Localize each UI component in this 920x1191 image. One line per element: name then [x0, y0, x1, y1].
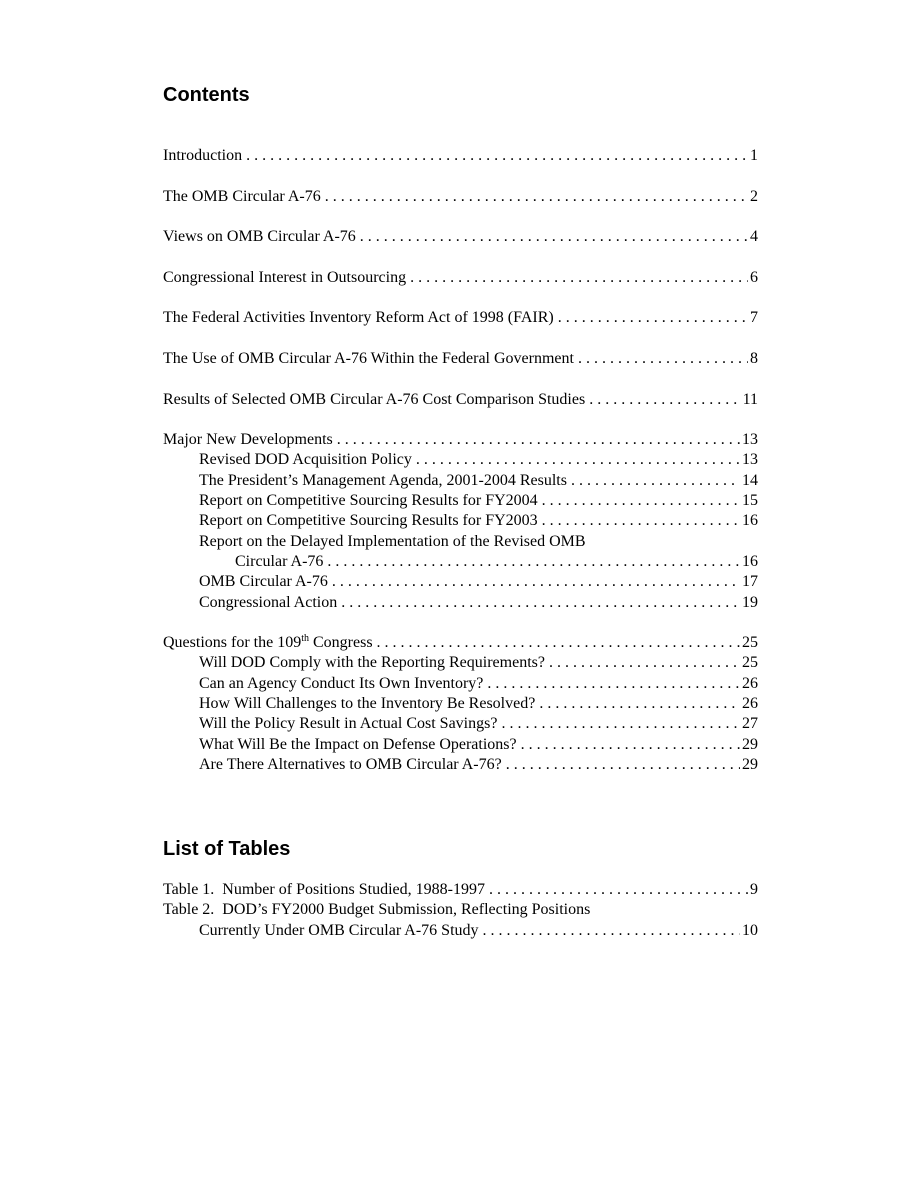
toc-entry-title: What Will Be the Impact on Defense Operations? [199, 735, 517, 753]
toc-entry-page: 29 [742, 755, 758, 773]
toc-entry-title: Are There Alternatives to OMB Circular A-76? [199, 755, 502, 773]
table-entry-title: Currently Under OMB Circular A-76 Study [199, 921, 479, 939]
toc-entry-agency-inventory[interactable] [163, 674, 758, 694]
toc-entry-title: Circular A-76 [235, 552, 324, 570]
dot-leader [489, 880, 748, 900]
dot-leader [246, 146, 748, 166]
dot-leader [325, 187, 748, 207]
toc-entry-page: 25 [742, 634, 758, 652]
toc-entry-results-cost-comparison[interactable] [163, 390, 758, 410]
dot-leader [360, 227, 748, 247]
toc-entry-omb-circular[interactable] [163, 187, 758, 207]
table-entry-2-cont[interactable] [163, 921, 758, 941]
toc-entry-presidents-agenda[interactable] [163, 471, 758, 491]
dot-leader [377, 633, 740, 653]
dot-leader [589, 390, 740, 410]
toc-entry-questions-109th[interactable] [163, 633, 758, 653]
toc-entry-title: Revised DOD Acquisition Policy [199, 451, 412, 469]
toc-entry-congressional-action[interactable] [163, 593, 758, 613]
ordinal-suffix: th [301, 633, 309, 645]
dot-leader [483, 921, 740, 941]
table-entry-1[interactable] [163, 880, 758, 900]
dot-leader [571, 471, 740, 491]
toc-entry-major-developments[interactable] [163, 430, 758, 450]
toc-entry-report-delayed-implementation[interactable] [163, 532, 758, 552]
toc-entry-title: Congressional Interest in Outsourcing [163, 268, 407, 286]
toc-entry-page: 17 [742, 573, 758, 591]
dot-leader [558, 308, 748, 328]
toc-entry-title: Will DOD Comply with the Reporting Requirements? [199, 654, 545, 672]
toc-entry-omb-circular-a76[interactable] [163, 572, 758, 592]
toc-entry-title: Major New Developments [163, 431, 333, 449]
dot-leader [410, 268, 748, 288]
dot-leader [578, 349, 748, 369]
toc-entry-views[interactable] [163, 227, 758, 247]
toc-entry-defense-operations[interactable] [163, 735, 758, 755]
contents-list [163, 146, 758, 775]
dot-leader [539, 694, 740, 714]
toc-entry-title: Report on Competitive Sourcing Results for FY2003 [199, 512, 538, 530]
toc-entry-page: 25 [742, 654, 758, 672]
toc-entry-alternatives[interactable] [163, 755, 758, 775]
dot-leader [416, 450, 740, 470]
dot-leader [341, 593, 740, 613]
toc-entry-title: Can an Agency Conduct Its Own Inventory? [199, 674, 484, 692]
toc-entry-title: The Federal Activities Inventory Reform Act of 1998 (FAIR) [163, 309, 554, 327]
toc-entry-page: 15 [742, 492, 758, 510]
toc-entry-introduction[interactable] [163, 146, 758, 166]
toc-entry-page: 7 [750, 309, 758, 327]
toc-entry-page: 14 [742, 471, 758, 489]
toc-entry-page: 1 [750, 147, 758, 164]
dot-leader [542, 511, 740, 531]
list-of-tables [163, 880, 758, 941]
toc-entry-page: 19 [742, 593, 758, 611]
toc-entry-page: 2 [750, 187, 758, 205]
toc-entry-title: Congressional Action [199, 593, 338, 611]
toc-entry-page: 26 [742, 695, 758, 713]
toc-entry-report-delayed-implementation-cont[interactable] [163, 552, 758, 572]
table-entry-title: Table 2. DOD’s FY2000 Budget Submission, Reflecting Positions [163, 901, 591, 919]
toc-entry-title: Report on Competitive Sourcing Results for FY2004 [199, 492, 538, 510]
dot-leader [337, 430, 740, 450]
toc-entry-page: 16 [742, 512, 758, 530]
list-of-tables-heading: List of Tables [163, 838, 291, 860]
dot-leader [521, 735, 740, 755]
toc-entry-title: Will the Policy Result in Actual Cost Savings? [199, 715, 498, 733]
toc-entry-cost-savings[interactable] [163, 714, 758, 734]
toc-entry-page: 13 [742, 451, 758, 469]
toc-entry-use-within-government[interactable] [163, 349, 758, 369]
toc-entry-page: 27 [742, 715, 758, 733]
toc-entry-page: 11 [742, 390, 758, 408]
toc-entry-page: 6 [750, 268, 758, 286]
table-entry-page: 9 [750, 881, 758, 898]
table-entry-2[interactable] [163, 900, 758, 920]
table-entry-title: Table 1. Number of Positions Studied, 1988-1997 [163, 881, 485, 898]
toc-entry-title: The President’s Management Agenda, 2001-2004 Results [199, 471, 567, 489]
dot-leader [542, 491, 740, 511]
toc-entry-page: 13 [742, 431, 758, 449]
toc-entry-congressional-interest[interactable] [163, 268, 758, 288]
toc-entry-revised-dod-policy[interactable] [163, 450, 758, 470]
toc-entry-title: The OMB Circular A-76 [163, 187, 321, 205]
toc-entry-title: OMB Circular A-76 [199, 573, 328, 591]
toc-entry-title: Views on OMB Circular A-76 [163, 228, 356, 246]
dot-leader [501, 714, 740, 734]
toc-entry-page: 4 [750, 228, 758, 246]
toc-entry-challenges-resolved[interactable] [163, 694, 758, 714]
dot-leader [327, 552, 740, 572]
contents-heading: Contents [163, 84, 250, 106]
toc-entry-title: Report on the Delayed Implementation of the Revised OMB [199, 532, 586, 550]
toc-entry-fair-act[interactable] [163, 308, 758, 328]
toc-entry-page: 29 [742, 735, 758, 753]
toc-entry-title [163, 633, 377, 653]
title-suffix: Congress [308, 634, 373, 652]
dot-leader [506, 755, 740, 775]
toc-entry-title: Introduction [163, 147, 243, 164]
toc-entry-title: Results of Selected OMB Circular A-76 Cost Comparison Studies [163, 390, 586, 408]
toc-entry-page: 16 [742, 552, 758, 570]
toc-entry-page: 26 [742, 674, 758, 692]
dot-leader [332, 572, 740, 592]
toc-entry-report-fy2003[interactable] [163, 511, 758, 531]
dot-leader [487, 674, 740, 694]
toc-entry-page: 8 [750, 349, 758, 367]
dot-leader [549, 653, 740, 673]
title-prefix: Questions for the 109 [163, 634, 302, 652]
table-entry-page: 10 [742, 921, 758, 939]
toc-entry-title: How Will Challenges to the Inventory Be Resolved? [199, 695, 536, 713]
toc-entry-title: The Use of OMB Circular A-76 Within the Federal Government [163, 349, 574, 367]
toc-entry-report-fy2004[interactable] [163, 491, 758, 511]
toc-entry-dod-comply[interactable] [163, 653, 758, 673]
